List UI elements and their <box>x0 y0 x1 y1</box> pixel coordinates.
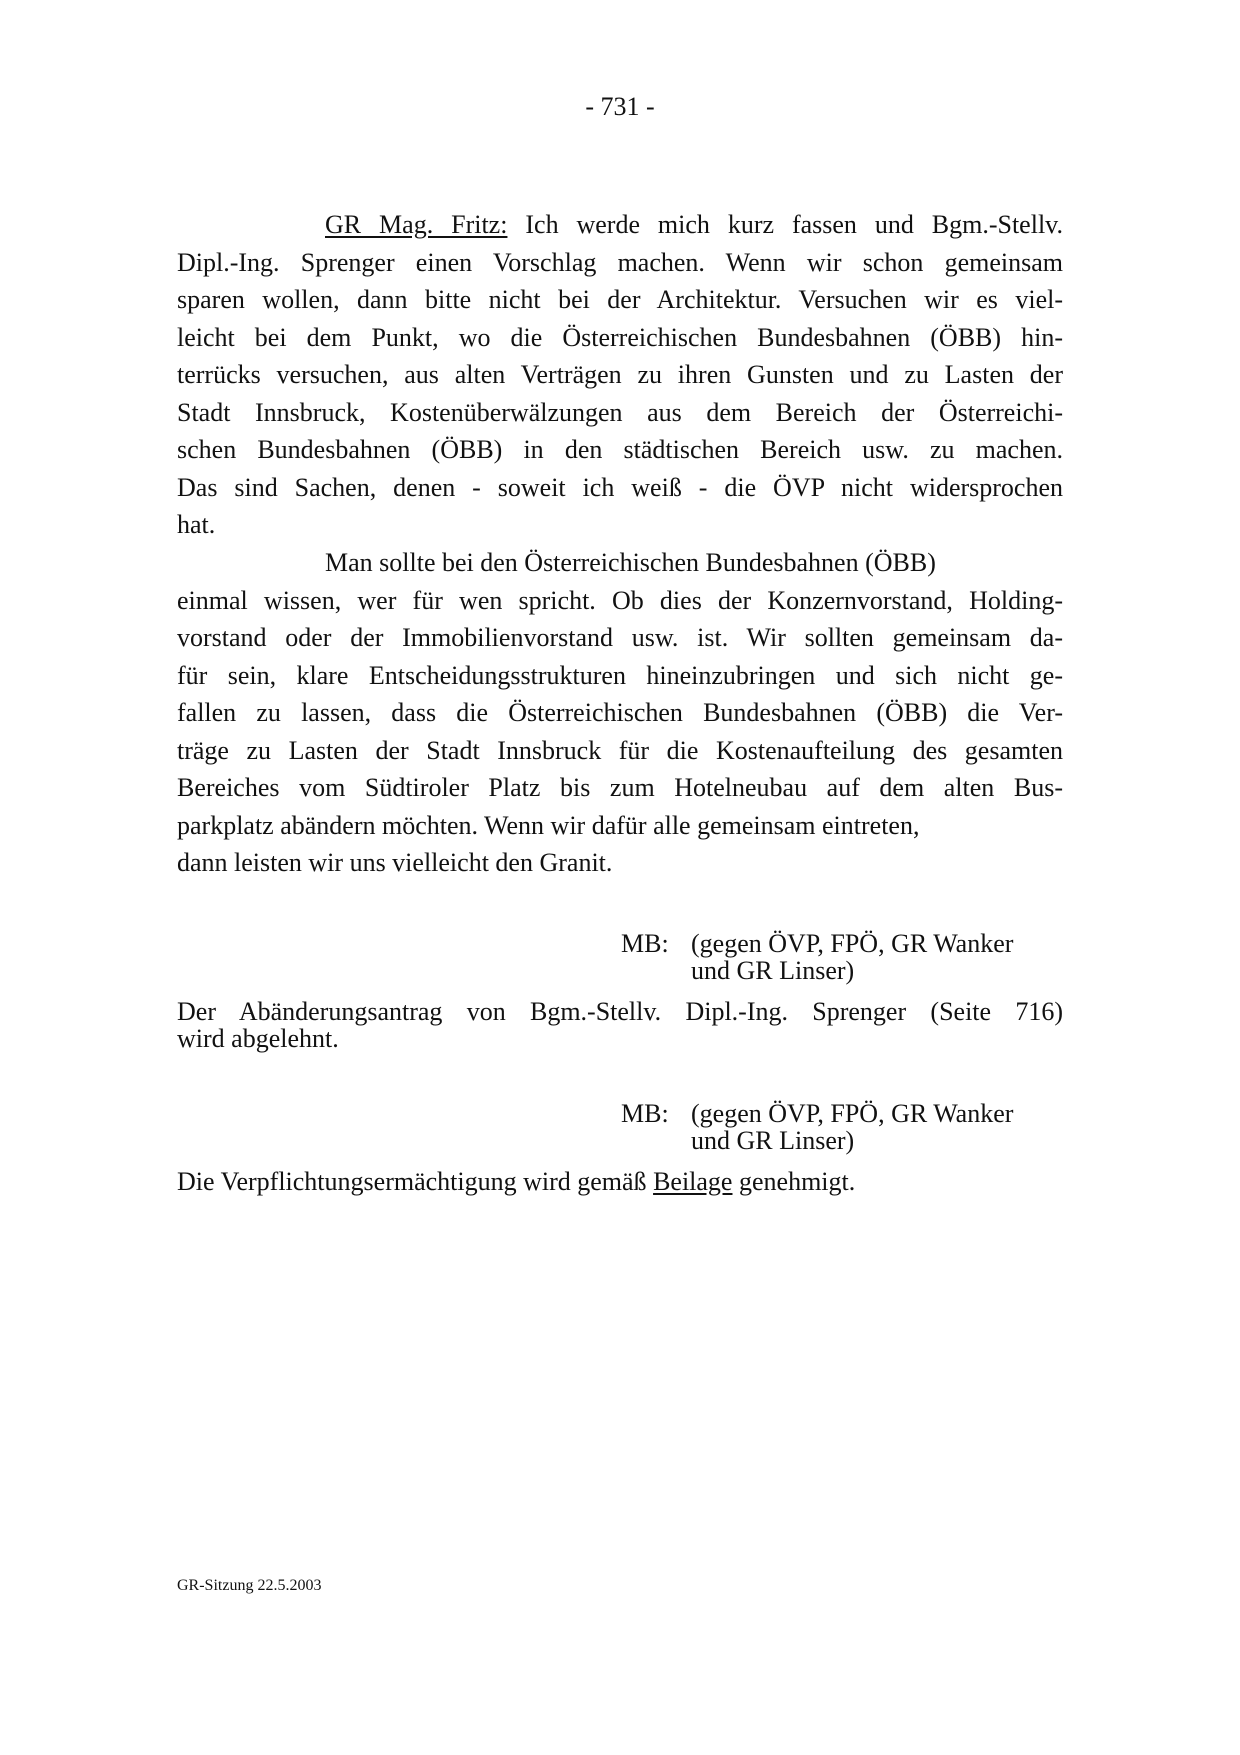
text-line: GR Mag. Fritz: Ich werde mich kurz fassen und Bgm.-Stellv. <box>325 210 1063 239</box>
text-line: für sein, klare Entscheidungsstrukturen hineinzubringen und sich nicht ge- <box>177 660 1063 690</box>
speaker-name: GR Mag. Fritz: <box>325 210 508 239</box>
text-line: leicht bei dem Punkt, wo die Österreichischen Bundesbahnen (ÖBB) hin- <box>177 322 1063 352</box>
text-line: sparen wollen, dann bitte nicht bei der Architektur. Versuchen wir es viel- <box>177 285 1063 314</box>
vote-result <box>177 1100 1063 1154</box>
text-line: Stadt Innsbruck, Kostenüberwälzungen aus dem Bereich der Österreichi- <box>177 397 1063 427</box>
text-line: hat. <box>177 510 216 539</box>
text-line: einmal wissen, wer für wen spricht. Ob dies der Konzernvorstand, Holding- <box>177 585 1063 615</box>
footer: GR-Sitzung 22.5.2003 <box>177 1577 322 1594</box>
text-line: Man sollte bei den Österreichischen Bundesbahnen (ÖBB) <box>325 548 936 577</box>
text-line: vorstand oder der Immobilienvorstand usw. ist. Wir sollten gemeinsam da- <box>177 623 1063 652</box>
vote-opponents: (gegen ÖVP, FPÖ, GR Wanker und GR Linser) <box>691 929 1014 985</box>
vote-opponents: (gegen ÖVP, FPÖ, GR Wanker und GR Linser) <box>691 1099 1014 1155</box>
text-line: Das sind Sachen, denen - soweit ich weiß - die ÖVP nicht widersprochen <box>177 472 1063 502</box>
mb-label: MB: <box>621 929 669 958</box>
text-line: Dipl.-Ing. Sprenger einen Vorschlag machen. Wenn wir schon gemeinsam <box>177 247 1063 277</box>
beilage-link[interactable]: Beilage <box>653 1167 733 1196</box>
text-line: fallen zu lassen, dass die Österreichischen Bundesbahnen (ÖBB) die Ver- <box>177 698 1063 727</box>
text-line: schen Bundesbahnen (ÖBB) in den städtischen Bereich usw. zu machen. <box>177 435 1063 464</box>
decision-text: Der Abänderungsantrag von Bgm.-Stellv. Dipl.-Ing. Sprenger (Seite 716) wird abgelehnt. <box>177 997 1063 1053</box>
vote-block-2 <box>177 1100 1063 1195</box>
text-line: Bereiches vom Südtiroler Platz bis zum Hotelneubau auf dem alten Bus- <box>177 773 1063 802</box>
text-line: terrücks versuchen, aus alten Verträgen zu ihren Gunsten und zu Lasten der <box>177 360 1063 389</box>
text-line: dann leisten wir uns vielleicht den Granit. <box>177 848 613 877</box>
mb-label: MB: <box>621 1099 669 1128</box>
speech-paragraph-1 <box>177 206 1063 544</box>
text-line: träge zu Lasten der Stadt Innsbruck für die Kostenaufteilung des gesamten <box>177 735 1063 765</box>
text-line: parkplatz abändern möchten. Wenn wir dafür alle gemeinsam eintreten, <box>177 810 920 840</box>
vote-block-1 <box>177 930 1063 1052</box>
vote-result <box>177 930 1063 984</box>
decision-text: Die Verpflichtungsermächtigung wird gemäß Beilage genehmigt. <box>177 1167 856 1196</box>
speech-paragraph-2 <box>177 544 1063 882</box>
page-number: - 731 - <box>585 92 655 121</box>
